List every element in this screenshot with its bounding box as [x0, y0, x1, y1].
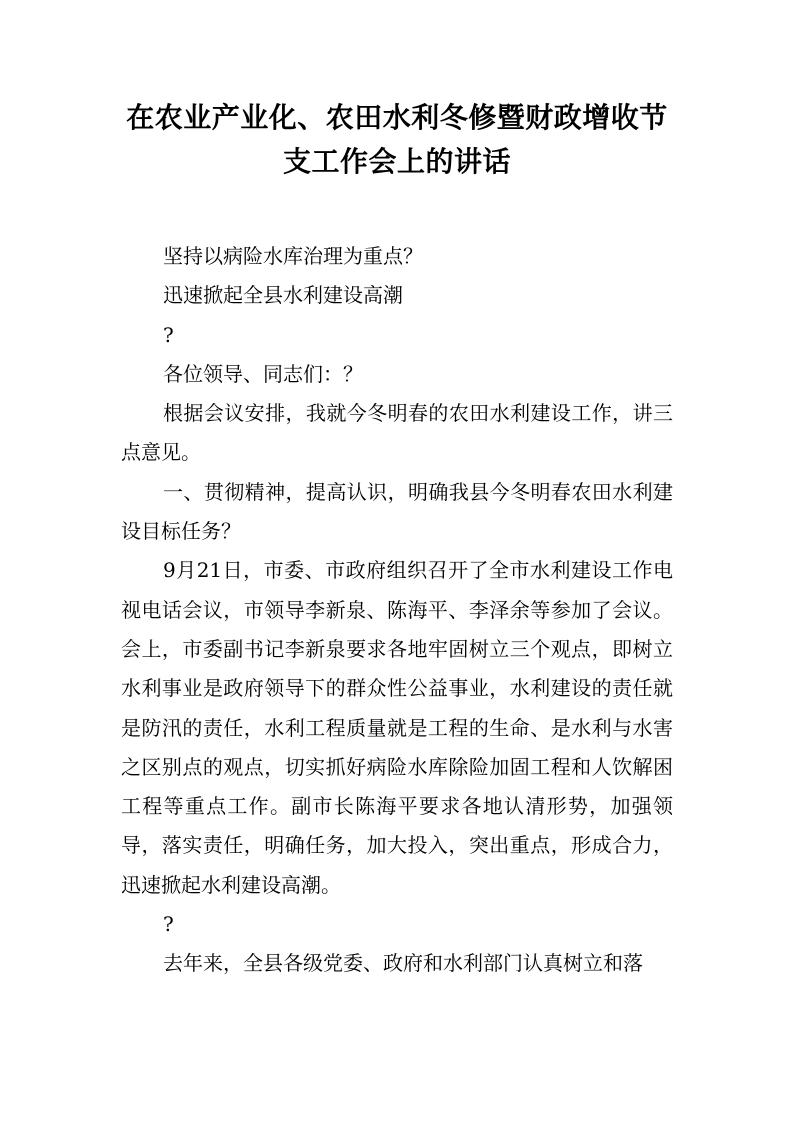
document-body [121, 237, 673, 984]
document-title [60, 96, 734, 184]
paragraph-heading-2: 迅速掀起全县水利建设高潮 [163, 283, 403, 308]
paragraph-heading-1: 坚持以病险水库治理为重点？ [163, 244, 423, 268]
paragraph-meeting-summary: 9月21日，市委、市政府组织召开了全市水利建设工作电视电话会议，市领导李新泉、陈海平、李泽余等参加了会议。会上，市委副书记李新泉要求各地牢固树立三个观点，即树立水利事业是政府领导下的群众性公益事业，水利建设的责任就是防汛的责任，水利工程质量就是工程的生命、是水利与水害之区别点的观点，切实抓好病险水库除险加固工程和人饮解困工程等重点工作。副市长陈海平要求各地认清形势，加强领导，落实责任，明确任务，加大投入，突出重点，形成合力，迅速掀起水利建设高潮。 [121, 558, 673, 897]
paragraph-placeholder-2: ? [163, 912, 174, 937]
title-line-2: 支工作会上的讲话 [282, 145, 511, 178]
paragraph-last-year: 去年来，全县各级党委、政府和水利部门认真树立和落 [163, 951, 643, 976]
paragraph-salutation: 各位领导、同志们：？ [163, 361, 363, 386]
title-line-1: 在农业产业化、农田水利冬修暨财政增收节 [126, 101, 668, 134]
paragraph-intro: 根据会议安排，我就今冬明春的农田水利建设工作，讲三点意见。 [121, 401, 673, 465]
paragraph-placeholder: ? [163, 322, 174, 347]
paragraph-section-1-heading: 一、贯彻精神，提高认识，明确我县今冬明春农田水利建设目标任务？ [121, 479, 673, 544]
